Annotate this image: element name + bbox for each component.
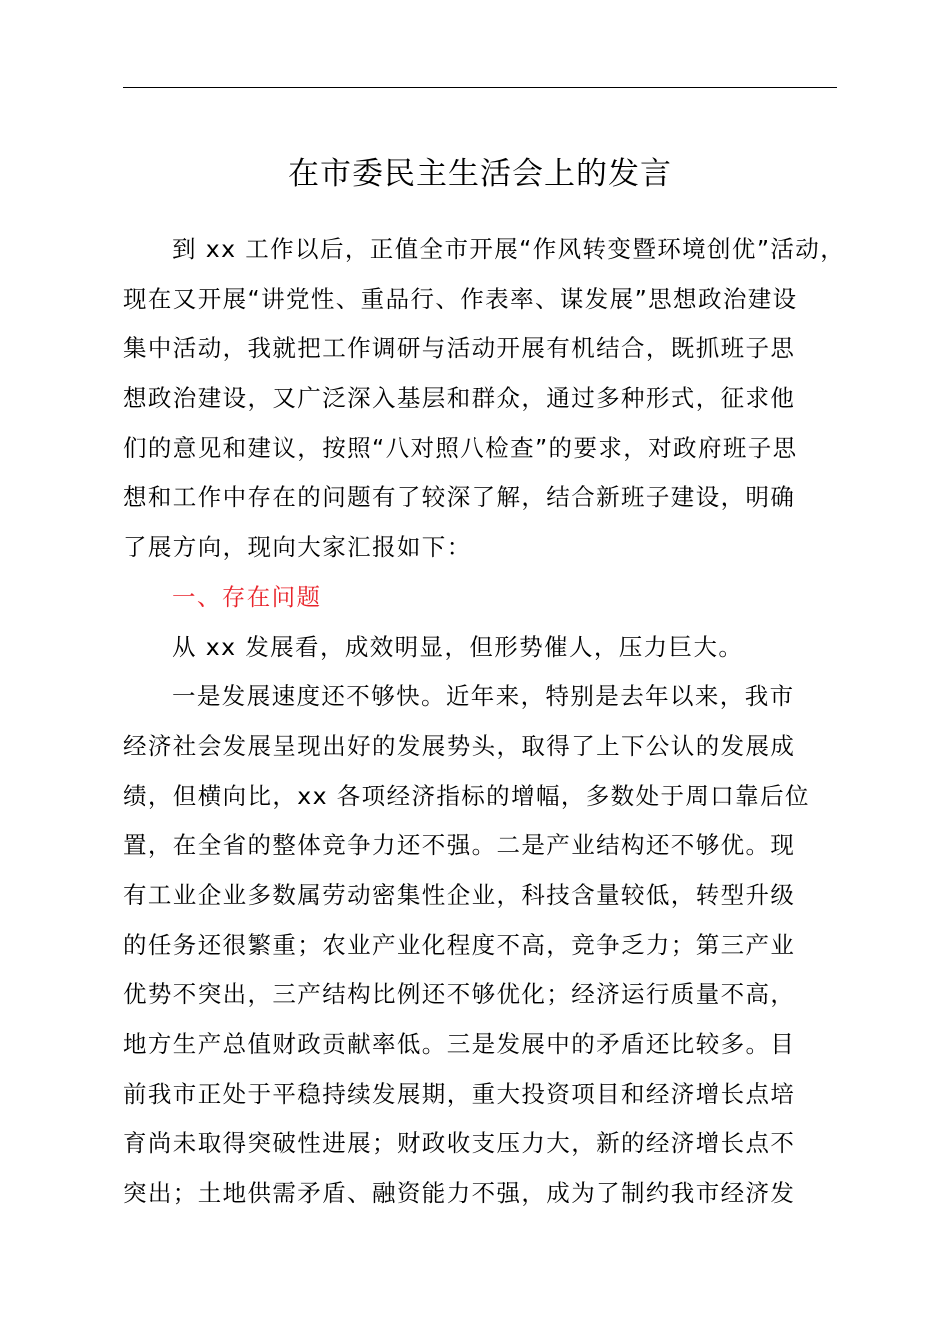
text-line: 经济社会发展呈现出好的发展势头，取得了上下公认的发展成 bbox=[123, 731, 796, 760]
text-line: 绩，但横向比，xx 各项经济指标的增幅，多数处于周口靠后位 bbox=[123, 781, 810, 810]
text-line: 们的意见和建议，按照“八对照八检查”的要求，对政府班子思 bbox=[123, 433, 798, 462]
text-line: 置，在全省的整体竞争力还不强。二是产业结构还不够优。现 bbox=[123, 831, 796, 860]
text-line: 优势不突出，三产结构比例还不够优化；经济运行质量不高， bbox=[123, 980, 796, 1009]
header-rule bbox=[123, 87, 837, 88]
text-line: 从 xx 发展看，成效明显，但形势催人，压力巨大。 bbox=[172, 632, 744, 661]
text-line: 前我市正处于平稳持续发展期，重大投资项目和经济增长点培 bbox=[123, 1079, 796, 1108]
text-line: 有工业企业多数属劳动密集性企业，科技含量较低，转型升级 bbox=[123, 880, 796, 909]
text-line: 现在又开展“讲党性、重品行、作表率、谋发展”思想政治建设 bbox=[123, 284, 798, 313]
text-line: 想政治建设，又广泛深入基层和群众，通过多种形式，征求他 bbox=[123, 384, 796, 413]
document-title: 在市委民主生活会上的发言 bbox=[288, 156, 672, 192]
section-heading: 一、存在问题 bbox=[172, 582, 322, 611]
text-line: 一是发展速度还不够快。近年来，特别是去年以来，我市 bbox=[172, 682, 795, 711]
document-body bbox=[123, 225, 873, 1219]
text-line: 突出；土地供需矛盾、融资能力不强，成为了制约我市经济发 bbox=[123, 1179, 796, 1208]
text-line: 了展方向，现向大家汇报如下： bbox=[123, 533, 472, 562]
paragraph-summary bbox=[123, 623, 873, 673]
paragraph-problems bbox=[123, 672, 873, 1219]
text-line: 的任务还很繁重；农业产业化程度不高，竞争乏力；第三产业 bbox=[123, 930, 796, 959]
text-line: 地方生产总值财政贡献率低。三是发展中的矛盾还比较多。目 bbox=[123, 1030, 796, 1058]
text-line: 到 xx 工作以后，正值全市开展“作风转变暨环境创优”活动， bbox=[172, 235, 846, 263]
text-line: 想和工作中存在的问题有了较深了解，结合新班子建设，明确 bbox=[123, 483, 796, 512]
text-line: 育尚未取得突破性进展；财政收支压力大，新的经济增长点不 bbox=[123, 1129, 796, 1158]
paragraph-intro bbox=[123, 225, 873, 573]
text-line: 集中活动，我就把工作调研与活动开展有机结合，既抓班子思 bbox=[123, 334, 796, 363]
